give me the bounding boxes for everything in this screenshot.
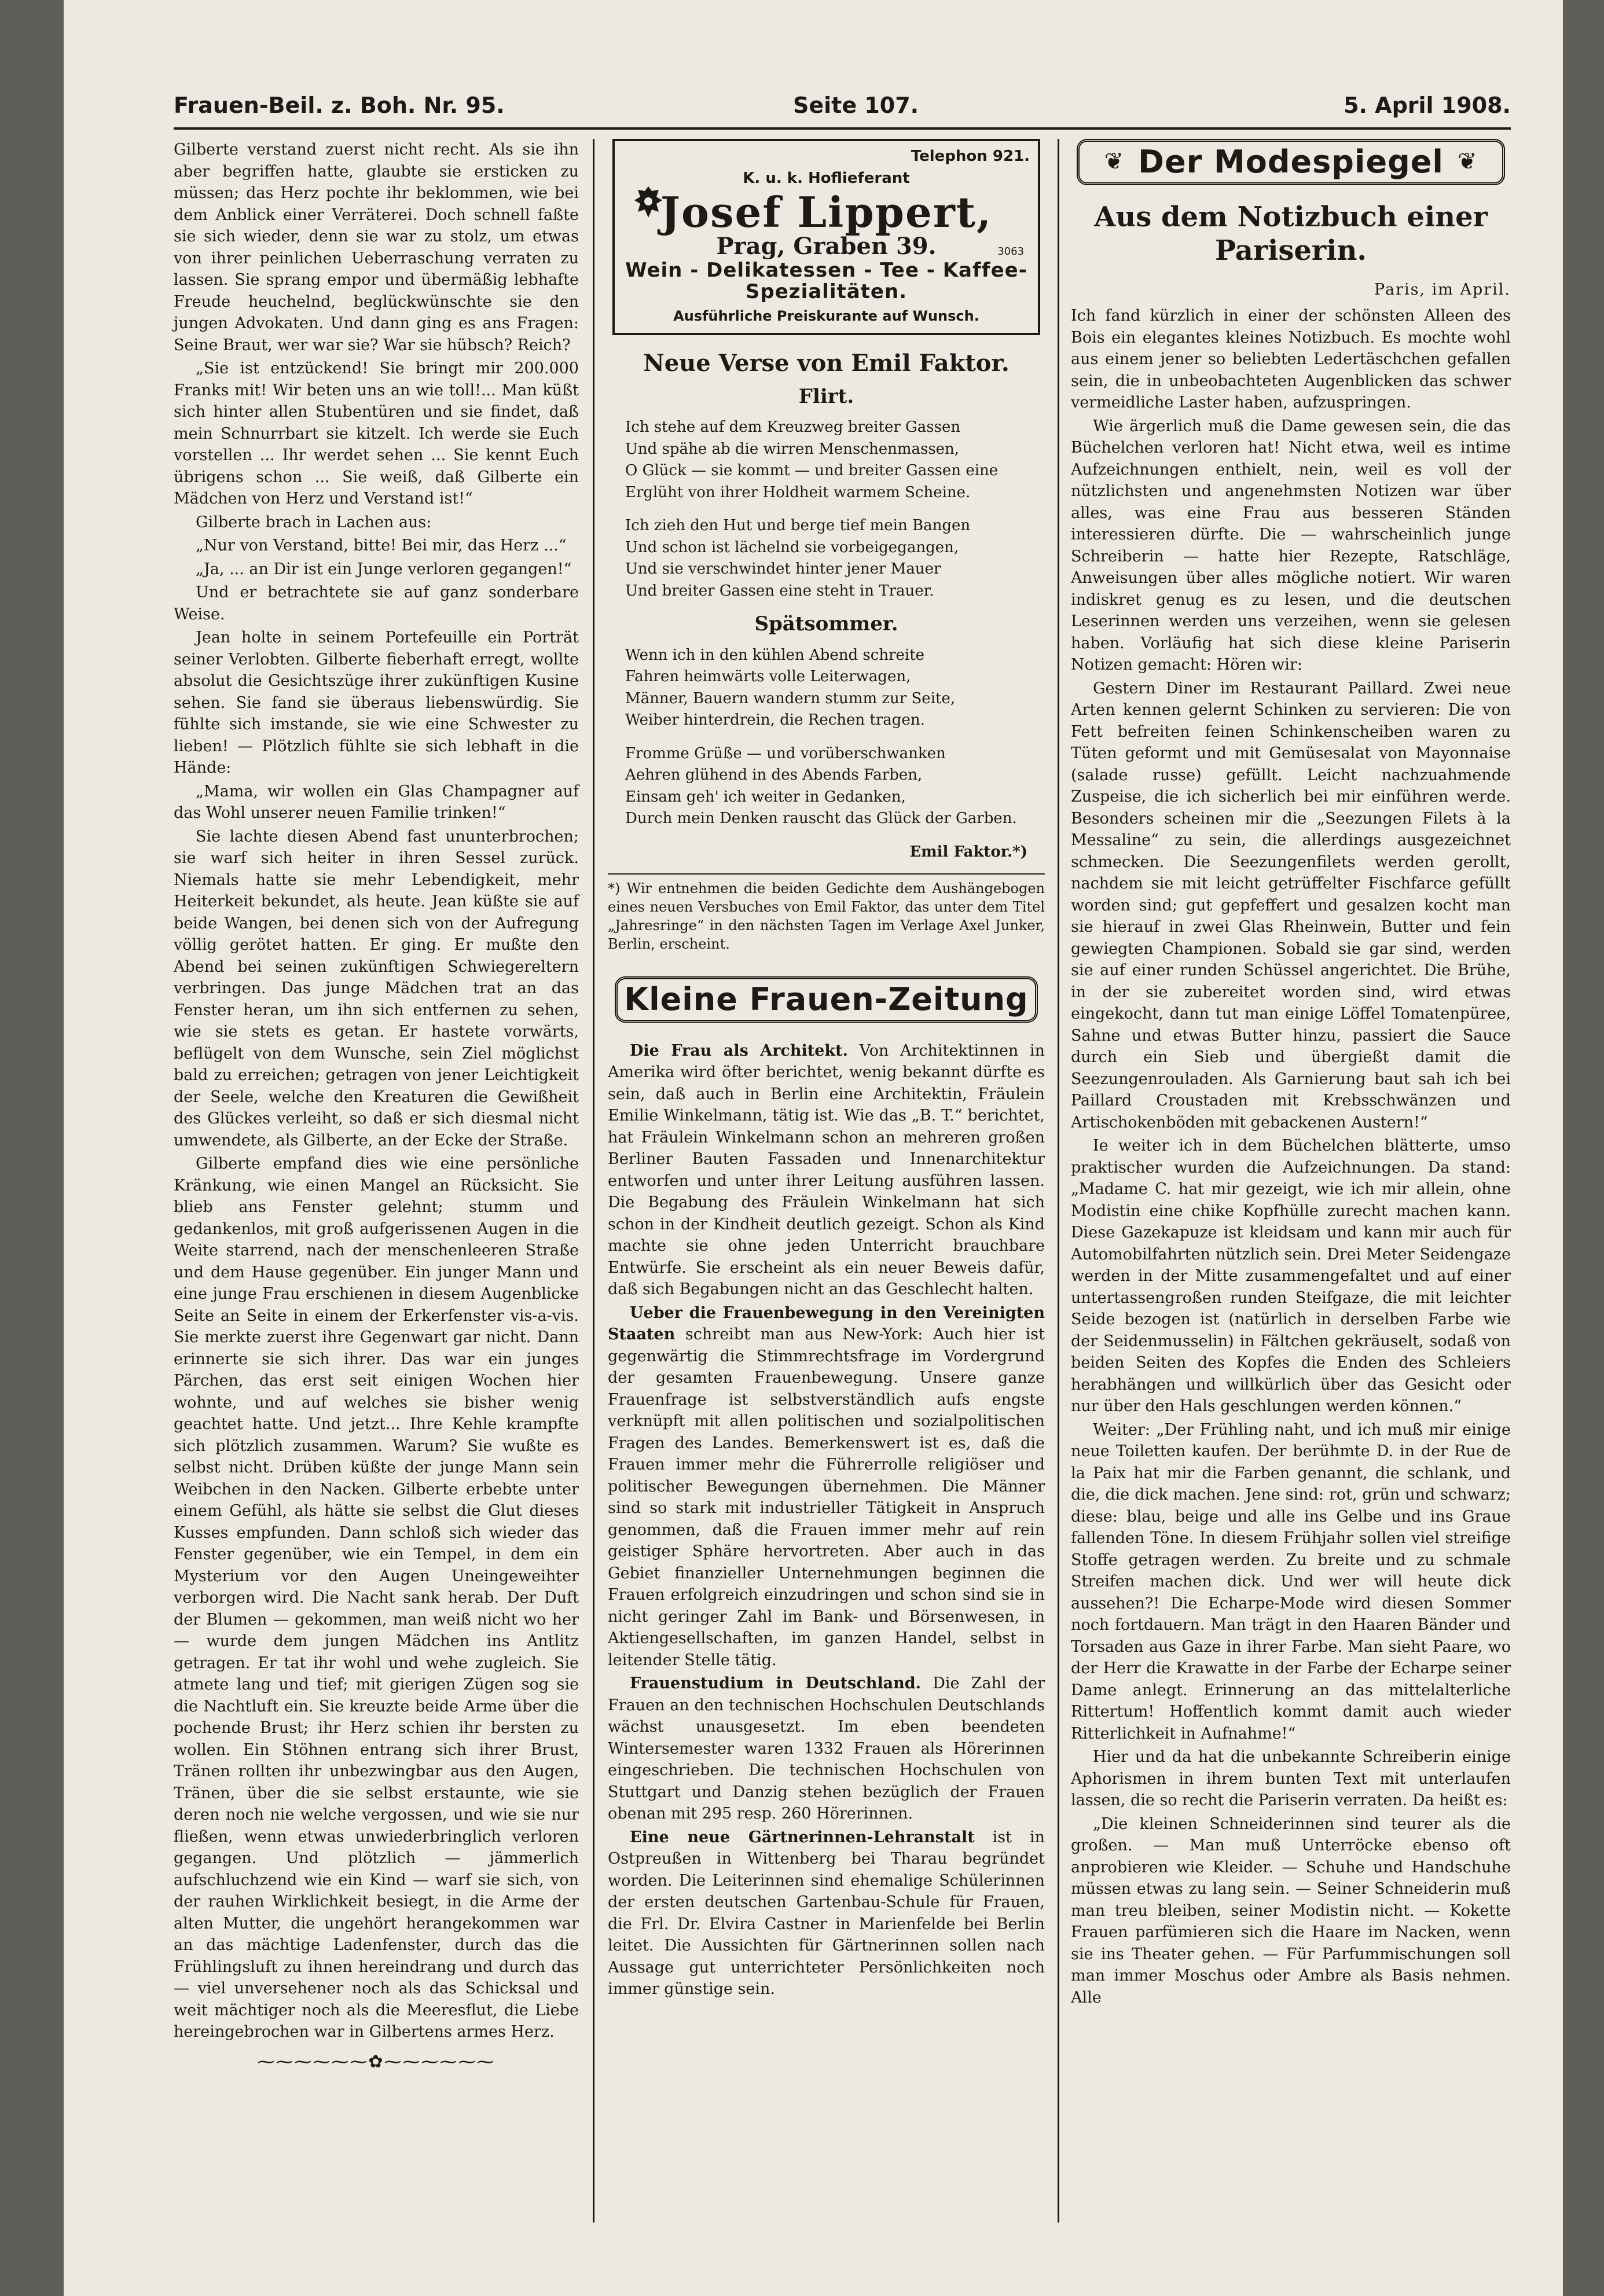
ad-firm-name: Josef Lippert, <box>660 188 993 237</box>
article-title: Aus dem Notizbuch einer Pariserin. <box>1094 200 1488 267</box>
news-item <box>608 1827 1045 2000</box>
header-date: 5. April 1908. <box>1344 93 1511 118</box>
news-item-lead: Frauenstudium in Deutschland. <box>630 1674 922 1692</box>
news-item-text: schreibt man aus New-York: Auch hier ist gegenwärtig die Stimmrechtsfrage im Vordergrund der gesamten Frauenbewegung. Unsere ganze Frauenfrage ist selbstverständlich aufs engste verknüpft mit allen politischen und sozialpolitischen Fragen des Landes. Bemerkenswert ist es, daß die Frauen immer mehr die Führerrolle religiöser und politischer Bewegungen übernehmen. Die Männer sind so stark mit industrieller Tätigkeit in Anspruch genommen, daß die Frauen immer mehr auf rein geistiger Sphäre hervortreten. Aber auch in das Gebiet finanzieller Unternehmungen beginnen die Frauen erfolgreich einzudringen und schon sind sie in nicht geringer Zahl im Bank- und Börsenwesen, in Aktiengesellschaften, im ganzen Handel, selbst in leitender Stelle tätig. <box>608 1325 1045 1669</box>
column-rule-left <box>593 139 594 2222</box>
poem-line: Ich zieh den Hut und berge tief mein Bangen <box>625 517 971 534</box>
news-item-lead: Die Frau als Architekt. <box>630 1041 848 1060</box>
poem-line: Erglüht von ihrer Holdheit warmem Scheine. <box>625 483 971 501</box>
news-item <box>608 1040 1045 1301</box>
poem-line: Ich stehe auf dem Kreuzweg breiter Gassen <box>625 418 961 436</box>
story-paragraph: Und er betrachtete sie auf ganz sonderbare Weise. <box>174 583 579 623</box>
story-continuation <box>174 139 579 2222</box>
news-item-text: Von Architektinnen in Amerika wird öfter berichtet, wenig bekannt dürfte es sein, daß auch in Berlin eine Architektin, Fräulein Emilie Winkelmann, tätig ist. Wie das „B. T.“ berichtet, hat Fräulein Winkelmann schon an mehreren großen Berliner Bauten Fassaden und Innenarchitektur entworfen und unter ihrer Leitung ausführen lassen. Die Begabung des Fräulein Winkelmann hat sich schon in der Kindheit deutlich gezeigt. Schon als Kind machte sie ohne jeden Unterricht brauchbare Entwürfe. Sie erscheint als ein neuer Beweis dafür, daß sich Begabungen nicht an das Geschlecht halten. <box>608 1041 1045 1298</box>
ad-goods: Wein - Delikatessen - Tee - Kaffee-Spezialitäten. <box>625 258 1027 303</box>
news-item <box>608 1302 1045 1672</box>
story-paragraph: Gilberte verstand zuerst nicht recht. Als sie ihn aber begriffen hatte, glaubte sie ersticken zu müssen; das Herz pochte ihr beklommen, wie bei dem Anblick einer Verräterei. Doch schnell faßte sie sich wieder, denn sie war zu stolz, um etwas von ihrer peinlichen Ueberraschung verraten zu lassen. Sie sprang empor und übermäßig lebhafte Freude heuchelnd, beglückwünschte sie den jungen Advokaten. Und dann ging es ans Fragen: Seine Braut, wer war sie? War sie hübsch? Reich? <box>174 141 579 354</box>
poem-line: Und schon ist lächelnd sie vorbeigegangen, <box>625 538 959 556</box>
poem-spaetsommer <box>608 645 1045 830</box>
ad-purveyor: K. u. k. Hoflieferant <box>743 169 910 187</box>
poem-line: Männer, Bauern wandern stumm zur Seite, <box>625 689 956 707</box>
column-rule-right <box>1058 139 1059 2222</box>
poem-line: Aehren glühend in des Abends Farben, <box>625 766 923 784</box>
imperial-crest-icon <box>631 183 666 223</box>
article-paragraph: Hier und da hat die unbekannte Schreiberin einige Aphorismen in ihrem bunten Text mit unterlaufen lassen, die so recht die Pariserin verraten. Da heißt es: <box>1071 1748 1511 1809</box>
story-paragraph: „Nur von Verstand, bitte! Bei mir, das Herz ...“ <box>196 537 567 554</box>
newspaper-page <box>64 0 1563 2296</box>
poem-line: Fromme Grüße — und vorüberschwanken <box>625 744 946 762</box>
page-content <box>162 87 1517 2275</box>
article-paragraph: Wie ärgerlich muß die Dame gewesen sein, die das Büchelchen verloren hat! Nicht etwa, weil es intime Aufzeichnungen enthielt, nein, weil es voll der nützlichsten und angenehmsten Notizen war über alles, was eine Frau aus besseren Ständen interessieren dürfte. Die — wahrscheinlich junge Schreiberin — hatte hier Rezepte, Ratschläge, Anweisungen über alles mögliche notiert. Wir waren indiskret genug es zu lesen, und die deutschen Leserinnen werden uns verzeihen, wenn sie gelesen haben. Vorläufig hat sich diese kleine Pariserin Notizen gemacht: Hören wir: <box>1071 417 1511 674</box>
ad-telephone: Telephon 921. <box>911 148 1030 165</box>
article-paragraph: Ie weiter ich in dem Büchelchen blätterte, umso praktischer wurden die Aufzeichnungen. Da stand: „Madame C. hat mir gezeigt, wie ich mir allein, ohne Modistin eine chike Kopfhülle zurecht machen kann. Diese Gazekapuze ist kleidsam und kann mir auch für Automobilfahrten nützlich sein. Drei Meter Seidengaze werden in der Mitte zusammengefaltet und auf einer untertassengroßen runden Steifgaze, die mit leichter Seide bezogen ist (natürlich in derselben Farbe wie der Seidenmusselin) in Fältchen gekräuselt, sodaß von beiden Seiten des Kopfes die Enden des Schleiers herabhängen und willkürlich über das Gesicht oder nur über den Hals geschlungen werden können.“ <box>1071 1137 1511 1415</box>
news-item-text: Die Zahl der Frauen an den technischen Hochschulen Deutschlands wächst unausgesetzt. Im eben beendeten Wintersemester waren 1332 Frauen als Hörerinnen eingeschrieben. Die technischen Hochschulen von Stuttgart und Danzig stehen bezüglich der Frauen obenan mit 295 resp. 260 Hörerinnen. <box>608 1674 1045 1823</box>
flower-ornament-icon: ❦ <box>1104 148 1125 175</box>
poem-line: Und spähe ab die wirren Menschenmassen, <box>625 440 960 458</box>
news-item-lead: Eine neue Gärtnerinnen-Lehranstalt <box>630 1828 975 1846</box>
modespiegel-title: Der Modespiegel <box>1138 144 1444 180</box>
ad-price-note: Ausführliche Preiskurante auf Wunsch. <box>673 307 979 324</box>
article-paragraph: Weiter: „Der Frühling naht, und ich muß mir einige neue Toiletten kaufen. Der berühmte D. in der Rue de la Paix hat mir die Farben genannt, die schlank, und die, die dick machen. Jene sind: rot, grün und schwarz; diese: blau, beige und alle ins Gelbe und ins Graue fallenden Töne. In diesem Frühjahr sollen viel streifige Stoffe getragen werden. Zu breite und zu schmale Streifen machen dick. Und wer will heute dick aussehen?! Die Echarpe-Mode wird diesen Sommer noch fortdauern. Man trägt in den Haaren Bänder und Torsaden aus Gaze in ihrer Farbe. Man sieht Paare, wo der Herr die Krawatte in der Farbe der Echarpe seiner Dame anlegt. Erinnerung an das mittelalterliche Rittertum! Hoffentlich kommt damit auch wieder Ritterlichkeit in Aufnahme!“ <box>1071 1420 1511 1743</box>
story-paragraph: Gilberte empfand dies wie eine persönliche Kränkung, wie einen Mangel an Rücksicht. Sie blieb ans Fenster gelehnt; stumm und gedankenlos, mit groß aufgerissenen Augen in die Weite starrend, nach der menschenleeren Straße und dem Hause gegenüber. Ein junger Mann und eine junge Frau erschienen in diesem Augenblicke Seite an Seite in einem der Erkerfenster vis-a-vis. Sie merkte zuerst ihre Gegenwart gar nicht. Dann erinnerte sie sich ihrer. Das war ein junges Pärchen, das erst seit einigen Wochen hier wohnte, und auf welches sie bisher wenig geachtet hatte. Und jetzt... Ihre Kehle krampfte sich plötzlich zusammen. Warum? Sie wußte es selbst nicht. Drüben küßte der junge Mann sein Weibchen in den Nacken. Gilberte erbebte unter einem Gefühl, als hätte sie selbst die Glut dieses Kusses empfunden. Dann schloß sich wieder das Fenster gegenüber, wie ein Tempel, in dem ein Mysterium vor den Augen Uneingeweihter verborgen wird. Die Nacht sank herab. Der Duft der Blumen — gekommen, man weiß nicht wo her — wurde dem jungen Mädchen ins Antlitz getragen. Er tat ihr wohl und wehe zugleich. Sie atmete lang und tief; mit gierigen Zügen sog sie die Nachtluft ein. Sie kreuzte beide Arme über die pochende Brust; ihr Herz schien ihr bersten zu wollen. Ein Stöhnen entrang sich ihrer Brust, Tränen rollten ihr unbezwingbar aus den Augen, Tränen, über die sie selbst erstaunte, wie sie deren noch nie welche vergossen, und wie sie nur fließen, wenn etwas unwiederbringlich verloren gegangen. Und plötzlich — jämmerlich aufschluchzend wie ein Kind — warf sie sich, von der rauhen Wirklichkeit besiegt, in die Arme der alten Mutter, die ungehört herangekommen war an das mächtige Ladenfenster, durch das die Frühlingsluft zu ihnen hereindrang und durch das — viel unversehener noch als das Schicksal und weit mächtiger noch als die Meeresflut, die Liebe hereingebrochen war in Gilbertens armes Herz. <box>174 1155 579 2041</box>
poem-title: Flirt. <box>798 384 854 408</box>
page-header <box>174 87 1511 130</box>
poem-line: Wenn ich in den kühlen Abend schreite <box>625 646 925 664</box>
article-paragraph: Ich fand kürzlich in einer der schönsten Alleen des Bois ein elegantes kleines Notizbuch. Es mochte wohl aus einem jener so beliebten Ledertäschchen gefallen sein, die in unbeobachteten Augenblicken das schwer vermeidliche Laster haben, aufzuspringen. <box>1071 307 1511 412</box>
section-title-modespiegel <box>1077 139 1505 185</box>
article-paragraph: Gestern Diner im Restaurant Paillard. Zwei neue Arten kennen gelernt Schinken zu servieren: Die von Fett befreiten feinen Schinkenscheiben waren zu Tüten geformt und mit Gemüsesalat von Mayonnaise (salade russe) gefüllt. Leicht nachzuahmende Zuspeise, die ich sicherlich bei mir einführen werde. Besonders scheinen mir die „Seezungen Filets à la Messaline“ zu sein, die allerdings ausgezeichnet schmecken. Die Seezungenfilets werden gerollt, nachdem sie mit leicht getrüffelter Fischfarce gefüllt worden sind; gut gepfeffert und gesalzen kocht man sie hierauf in zwei Glas Rheinwein, Butter und fein gewiegten Championen. Sobald sie gar sind, werden sie auf einer runden Schüssel angerichtet. Die Brühe, in der sie zubereitet worden sind, wird etwas eingekocht, dann tut man einige Löffel Tomatenpüree, Sahne und etwas Butter hinzu, passiert die Sauce durch ein Sieb und übergießt damit die Seezungenrouladen. Als Garnierung baut sah ich bei Paillard Croustaden mit Krebsschwänzen und Artischokenböden mit gebackenen Austern!“ <box>1071 679 1511 1132</box>
news-item-lead: Ueber die Frauenbewegung in den Vereinigten Staaten <box>608 1303 1045 1343</box>
section-title-kleine-frauen-zeitung: Kleine Frauen-Zeitung <box>615 976 1038 1023</box>
story-paragraph: „Sie ist entzückend! Sie bringt mir 200.000 Franks mit! Wir beten uns an wie toll!... Man küßt sich hinter allen Stubentüren und sie findet, daß mein Schnurrbart sie kitzelt. Ich werde sie Euch vorstellen ... Ihr werdet sehen ... Sie kennt Euch übrigens schon ... Sie weiß, daß Gilberte ein Mädchen von Herz und Verstand ist!“ <box>174 359 579 508</box>
poem-title: Spätsommer. <box>754 612 898 635</box>
poem-author: Emil Faktor.*) <box>909 843 1027 861</box>
lippert-advertisement <box>612 139 1040 335</box>
poem-stanza <box>625 515 1045 602</box>
ad-number: 3063 <box>997 245 1024 258</box>
news-item-text: ist in Ostpreußen in Wittenberg bei Tharau begründet worden. Die Leiterinnen sind ehemalige Schülerinnen der ersten deutschen Gartenbau-Schule für Frauen, die Frl. Dr. Elvira Castner in Marienfelde bei Berlin leitet. Die Aussichten für Gärtnerinnen sollen nach Aussage gut unterrichteter Persönlichkeiten noch immer günstige sein. <box>608 1828 1045 1998</box>
header-page-number: Seite 107. <box>793 93 919 118</box>
middle-column <box>608 139 1045 2222</box>
poem-footnote: *) Wir entnehmen die beiden Gedichte dem Aushängebogen eines neuen Versbuches von Emil Faktor, das unter dem Titel „Jahresringe“ in den nächsten Tagen im Verlage Axel Junker, Berlin, erscheint. <box>608 873 1045 953</box>
story-paragraph: Gilberte brach in Lachen aus: <box>196 513 432 531</box>
poem-stanza <box>625 417 1045 504</box>
fashion-column <box>1071 139 1511 2222</box>
poem-line: O Glück — sie kommt — und breiter Gassen eine <box>625 462 999 479</box>
news-item <box>608 1673 1045 1825</box>
poem-line: Einsam geh' ich weiter in Gedanken, <box>625 788 906 806</box>
article-dateline: Paris, im April. <box>1374 280 1511 299</box>
poem-stanza <box>625 645 1045 732</box>
poem-line: Und sie verschwindet hinter jener Mauer <box>625 560 941 578</box>
ad-address: Prag, Graben 39. <box>716 233 937 260</box>
flower-ornament-icon: ❦ <box>1457 148 1478 175</box>
poem-line: Fahren heimwärts volle Leiterwagen, <box>625 668 911 685</box>
story-paragraph: „Ja, ... an Dir ist ein Junge verloren gegangen!“ <box>196 560 572 578</box>
poem-flirt <box>608 417 1045 602</box>
poem-line: Durch mein Denken rauscht das Glück der Garben. <box>625 810 1017 827</box>
poem-stanza <box>625 743 1045 830</box>
poems-heading: Neue Verse von Emil Faktor. <box>643 350 1010 377</box>
poem-line: Weiber hinterdrein, die Rechen tragen. <box>625 711 925 729</box>
article-paragraph: „Die kleinen Schneiderinnen sind teurer als die großen. — Man muß Unterröcke ebenso oft anprobieren wie Kleider. — Schuhe und Handschuhe müssen etwas zu lang sein. — Seiner Schneiderin muß man treu bleiben, seiner Modistin nicht. — Kokette Frauen parfümieren sich die Haare im Nacken, wenn sie ins Theater gehen. — Für Parfummischungen soll man immer Moschus oder Ambre als Basis nehmen. Alle <box>1071 1814 1511 2007</box>
header-publication: Frauen-Beil. z. Boh. Nr. 95. <box>174 93 505 118</box>
ornamental-divider: ⁓⁓⁓⁓⁓⁓✿⁓⁓⁓⁓⁓⁓ <box>257 2051 495 2072</box>
story-paragraph: Jean holte in seinem Portefeuille ein Porträt seiner Verlobten. Gilberte fieberhaft erregt, wollte absolut die Gesichtszüge ihrer zukünftigen Kusine sehen. Sie fand sie überaus liebenswürdig. Sie fühlte sich imstande, sie wie eine Schwester zu lieben! — Plötzlich fühlte sie sich lebhaft in die Hände: <box>174 629 579 777</box>
poem-line: Und breiter Gassen eine steht in Trauer. <box>625 582 934 600</box>
story-paragraph: Sie lachte diesen Abend fast ununterbrochen; sie warf sich heiter in ihren Sessel zurück. Niemals hatte sie mehr Lebendigkeit, mehr Heiterkeit bekundet, als heute. Jean küßte sie auf beide Wangen, bei denen sich von der Aufregung völlig gerötet hatten. Er ging. Er mußte den Abend bei seinen zukünftigen Schwiegereltern verbringen. Das junge Mädchen trat an das Fenster heran, um ihn sich entfernen zu sehen, wie sie stets es getan. Er hastete vorwärts, beflügelt von dem Wunsche, sein Ziel möglichst bald zu erreichen; getragen von jener Leichtigkeit der Seele, welche den Kreaturen die Gewißheit des Glückes verleiht, so daß er sich diesmal nicht umwendete, als Gilberte, an der Ecke der Straße. <box>174 827 579 1149</box>
story-paragraph: „Mama, wir wollen ein Glas Champagner auf das Wohl unserer neuen Familie trinken!“ <box>174 782 579 822</box>
